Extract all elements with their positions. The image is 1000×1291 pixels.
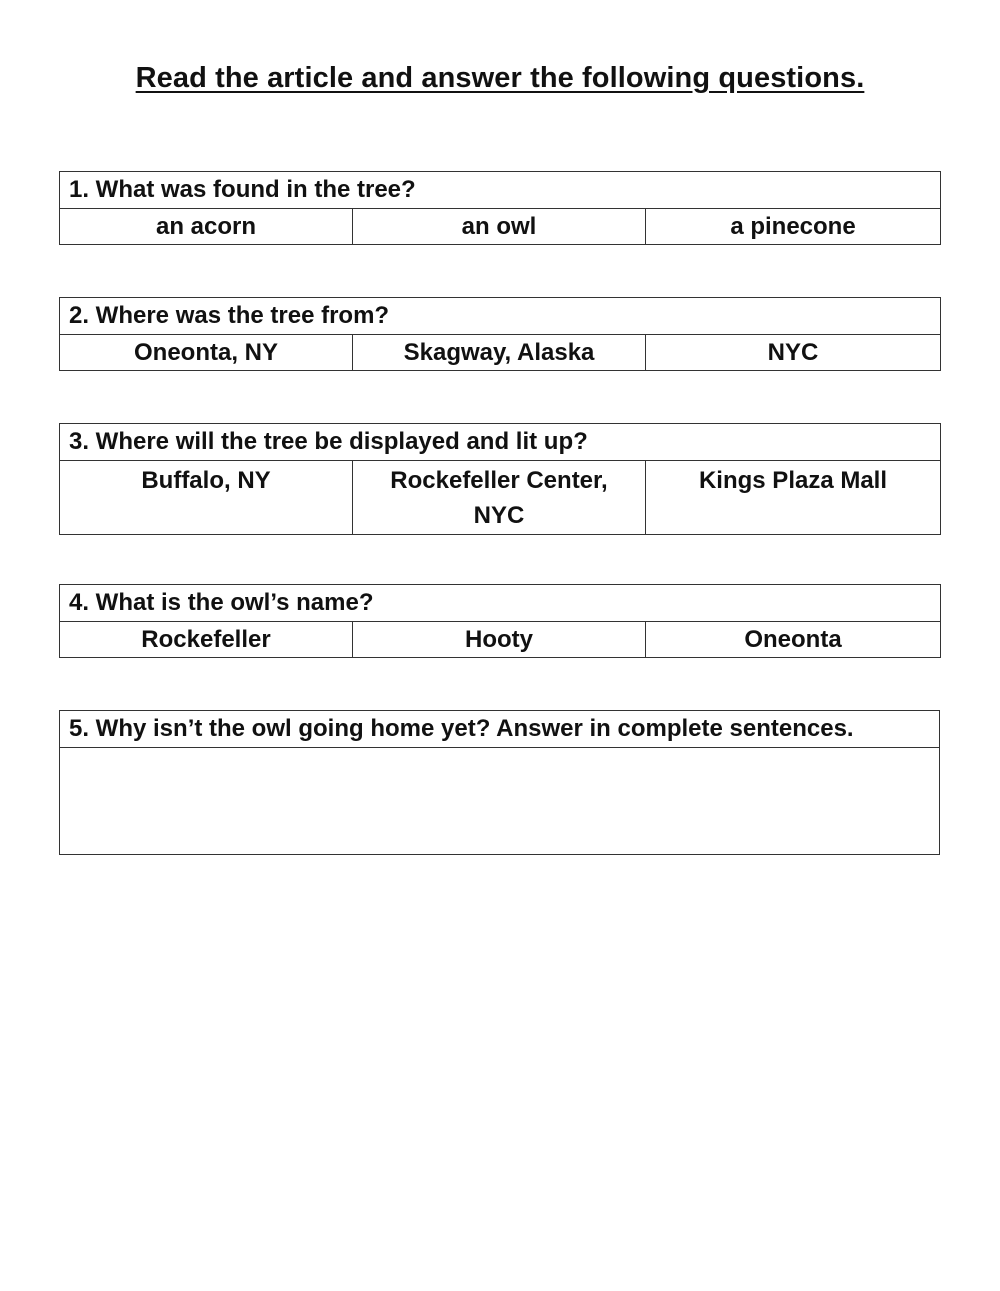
question-1-option-3[interactable]: a pinecone bbox=[646, 209, 941, 245]
question-2-prompt: 2. Where was the tree from? bbox=[60, 298, 941, 335]
question-5-table bbox=[59, 710, 940, 855]
question-5-prompt: 5. Why isn’t the owl going home yet? Answer in complete sentences. bbox=[60, 711, 940, 748]
question-4-table bbox=[59, 584, 941, 658]
question-5-answer-box[interactable] bbox=[60, 748, 940, 855]
question-3-option-2[interactable]: Rockefeller Center, NYC bbox=[353, 461, 646, 535]
question-1-prompt: 1. What was found in the tree? bbox=[60, 172, 941, 209]
question-1-option-2[interactable]: an owl bbox=[353, 209, 646, 245]
question-4-option-3[interactable]: Oneonta bbox=[646, 622, 941, 658]
question-4-option-2[interactable]: Hooty bbox=[353, 622, 646, 658]
question-2-option-2[interactable]: Skagway, Alaska bbox=[353, 335, 646, 371]
question-2-option-3[interactable]: NYC bbox=[646, 335, 941, 371]
question-3-prompt: 3. Where will the tree be displayed and lit up? bbox=[60, 424, 941, 461]
question-2-table bbox=[59, 297, 941, 371]
question-3-table bbox=[59, 423, 941, 535]
question-3-option-1[interactable]: Buffalo, NY bbox=[60, 461, 353, 535]
question-2-option-1[interactable]: Oneonta, NY bbox=[60, 335, 353, 371]
worksheet-title: Read the article and answer the following questions. bbox=[135, 62, 865, 94]
question-3-option-3[interactable]: Kings Plaza Mall bbox=[646, 461, 941, 535]
question-1-option-1[interactable]: an acorn bbox=[60, 209, 353, 245]
question-4-option-1[interactable]: Rockefeller bbox=[60, 622, 353, 658]
question-1-table bbox=[59, 171, 941, 245]
question-4-prompt: 4. What is the owl’s name? bbox=[60, 585, 941, 622]
